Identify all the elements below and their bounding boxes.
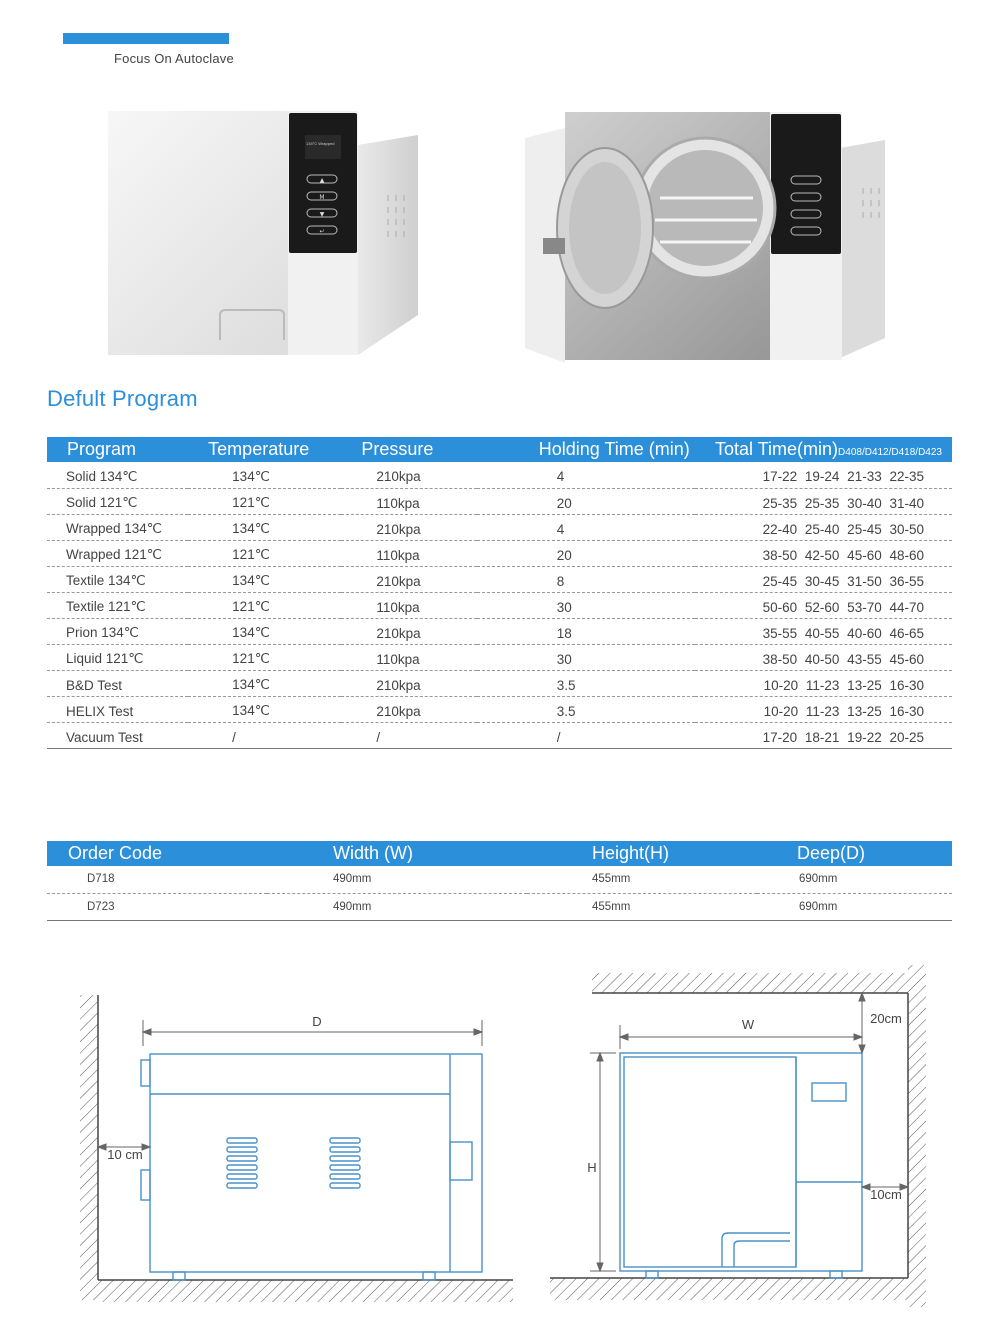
- program-row: [47, 514, 952, 540]
- temperature-cell: 134℃: [188, 514, 341, 540]
- total-time-cell: 50-60 52-60 53-70 44-70: [695, 592, 952, 618]
- program-row: [47, 566, 952, 592]
- temperature-cell: 134℃: [188, 696, 341, 722]
- program-table-header: [47, 437, 952, 462]
- pressure-cell: 210kpa: [341, 462, 476, 488]
- program-name-cell: Wrapped 121℃: [47, 540, 188, 566]
- total-time-cell: 10-20 11-23 13-25 16-30: [695, 670, 952, 696]
- header-accent-bar: [63, 33, 229, 44]
- header-total-time-label: Total Time(min): [715, 439, 839, 459]
- program-row: [47, 644, 952, 670]
- order-row: [47, 893, 952, 920]
- total-time-cell: 25-45 30-45 31-50 36-55: [695, 566, 952, 592]
- pressure-cell: 210kpa: [341, 514, 476, 540]
- pressure-cell: 110kpa: [341, 540, 476, 566]
- temperature-cell: 121℃: [188, 592, 341, 618]
- temperature-cell: 134℃: [188, 670, 341, 696]
- program-name-cell: Textile 121℃: [47, 592, 188, 618]
- display-button-enter: ↵: [319, 228, 325, 235]
- section-title: Defult Program: [47, 386, 198, 411]
- holding-time-cell: 8: [477, 566, 695, 592]
- holding-time-cell: 20: [477, 540, 695, 566]
- side-clearance-label: 10cm: [870, 1187, 902, 1202]
- side-clearance-label: 10 cm: [107, 1147, 143, 1162]
- holding-time-cell: 30: [477, 592, 695, 618]
- order-row: [47, 866, 952, 893]
- right-wall: [908, 965, 926, 1307]
- pressure-cell: 210kpa: [341, 670, 476, 696]
- height-cell: 455mm: [527, 893, 757, 920]
- autoclave-open-photo: [515, 108, 890, 388]
- program-name-cell: HELIX Test: [47, 696, 188, 722]
- holding-time-cell: 3.5: [477, 670, 695, 696]
- total-time-cell: 22-40 25-40 25-45 30-50: [695, 514, 952, 540]
- program-row: [47, 696, 952, 722]
- autoclave-closed-photo: [100, 105, 430, 375]
- program-name-cell: Textile 134℃: [47, 566, 188, 592]
- header-total-time: [695, 437, 952, 462]
- temperature-cell: 121℃: [188, 540, 341, 566]
- display-screen-text: 134°C Wrapped: [306, 141, 335, 146]
- temperature-cell: 121℃: [188, 644, 341, 670]
- display-button-up: ▲: [319, 177, 325, 184]
- total-time-cell: 38-50 42-50 45-60 48-60: [695, 540, 952, 566]
- temperature-cell: 121℃: [188, 488, 341, 514]
- width-label: W: [741, 1017, 755, 1032]
- header-temperature: Temperature: [188, 437, 341, 462]
- holding-time-cell: 4: [477, 514, 695, 540]
- header-order-code: Order Code: [47, 841, 267, 866]
- program-table: [47, 437, 952, 749]
- header-deep: Deep(D): [757, 841, 952, 866]
- top-clearance-label: 20cm: [870, 1011, 902, 1026]
- program-name-cell: B&D Test: [47, 670, 188, 696]
- pressure-cell: 110kpa: [341, 592, 476, 618]
- program-row: [47, 592, 952, 618]
- order-table-header: [47, 841, 952, 866]
- total-time-cell: 17-20 18-21 19-22 20-25: [695, 722, 952, 748]
- pressure-cell: 210kpa: [341, 566, 476, 592]
- order-code-cell: D723: [47, 893, 267, 920]
- height-label: H: [587, 1160, 597, 1175]
- program-row: [47, 462, 952, 488]
- deep-cell: 690mm: [757, 893, 952, 920]
- total-time-cell: 38-50 40-50 43-55 45-60: [695, 644, 952, 670]
- holding-time-cell: 20: [477, 488, 695, 514]
- header-program: Program: [47, 437, 188, 462]
- floor: [550, 1278, 908, 1300]
- side-installation-diagram: [75, 990, 520, 1310]
- total-time-cell: 35-55 40-55 40-60 46-65: [695, 618, 952, 644]
- header-pressure: Pressure: [341, 437, 476, 462]
- header-height: Height(H): [527, 841, 757, 866]
- pressure-cell: 210kpa: [341, 618, 476, 644]
- tagline: Focus On Autoclave: [114, 51, 234, 66]
- total-time-cell: 17-22 19-24 21-33 22-35: [695, 462, 952, 488]
- temperature-cell: 134℃: [188, 566, 341, 592]
- temperature-cell: /: [188, 722, 341, 748]
- total-time-cell: 10-20 11-23 13-25 16-30: [695, 696, 952, 722]
- height-cell: 455mm: [527, 866, 757, 893]
- holding-time-cell: /: [477, 722, 695, 748]
- program-row: [47, 488, 952, 514]
- pressure-cell: 210kpa: [341, 696, 476, 722]
- pressure-cell: 110kpa: [341, 488, 476, 514]
- program-row: [47, 618, 952, 644]
- front-installation-diagram: [550, 965, 930, 1310]
- holding-time-cell: 4: [477, 462, 695, 488]
- program-name-cell: Solid 134℃: [47, 462, 188, 488]
- width-cell: 490mm: [267, 893, 527, 920]
- display-button-m: M: [319, 194, 325, 201]
- left-wall: [80, 995, 98, 1300]
- depth-label: D: [312, 1014, 322, 1029]
- program-name-cell: Prion 134℃: [47, 618, 188, 644]
- header-width: Width (W): [267, 841, 527, 866]
- program-name-cell: Wrapped 134℃: [47, 514, 188, 540]
- program-row: [47, 722, 952, 748]
- total-time-cell: 25-35 25-35 30-40 31-40: [695, 488, 952, 514]
- temperature-cell: 134℃: [188, 462, 341, 488]
- deep-cell: 690mm: [757, 866, 952, 893]
- holding-time-cell: 30: [477, 644, 695, 670]
- header-total-time-models: D408/D412/D418/D423: [838, 447, 942, 458]
- holding-time-cell: 18: [477, 618, 695, 644]
- temperature-cell: 134℃: [188, 618, 341, 644]
- header-holding-time: Holding Time (min): [477, 437, 695, 462]
- program-name-cell: Solid 121℃: [47, 488, 188, 514]
- program-row: [47, 540, 952, 566]
- width-cell: 490mm: [267, 866, 527, 893]
- pressure-cell: /: [341, 722, 476, 748]
- floor: [98, 1280, 513, 1302]
- program-row: [47, 670, 952, 696]
- holding-time-cell: 3.5: [477, 696, 695, 722]
- program-name-cell: Vacuum Test: [47, 722, 188, 748]
- display-button-down: ▼: [319, 211, 325, 218]
- order-code-cell: D718: [47, 866, 267, 893]
- pressure-cell: 110kpa: [341, 644, 476, 670]
- program-name-cell: Liquid 121℃: [47, 644, 188, 670]
- ceiling: [592, 973, 908, 993]
- order-code-table: [47, 841, 952, 921]
